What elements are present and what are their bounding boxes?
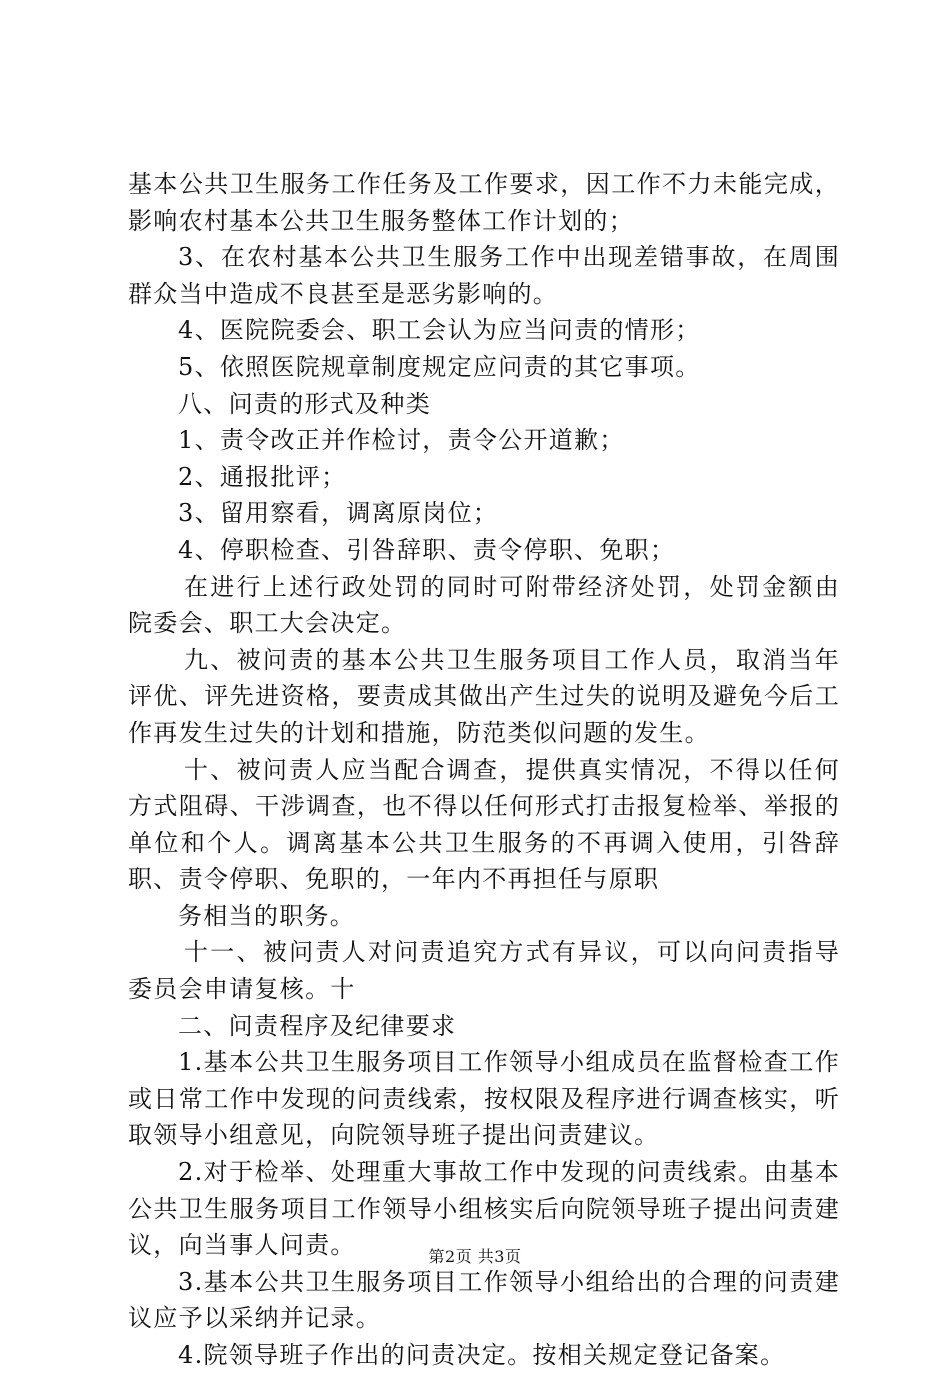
list-item: 4.院领导班子作出的问责决定。按相关规定登记备案。 <box>178 1341 786 1369</box>
page-number-footer: 第2页 共3页 <box>428 1247 522 1266</box>
paragraph: 九、被问责的基本公共卫生服务项目工作人员，取消当年评优、评先进资格，要责成其做出产生过失的说明及避免今后工作再发生过失的计划和措施，防范类似问题的发生。 <box>128 645 840 747</box>
document-body <box>128 166 840 1374</box>
list-item: 1.基本公共卫生服务项目工作领导小组成员在监督检查工作或日常工作中发现的问责线索，按权限及程序进行调查核实，听取领导小组意见，向院领导班子提出问责建议。 <box>128 1048 840 1150</box>
list-item: 2、通报批评； <box>178 462 347 491</box>
paragraph: 4、医院院委会、职工会认为应当问责的情形； <box>178 316 701 345</box>
paragraph: 基本公共卫生服务工作任务及工作要求，因工作不力未能完成，影响农村基本公共卫生服务整体工作计划的； <box>128 170 840 235</box>
section-heading: 二、问责程序及纪律要求 <box>178 1011 457 1040</box>
paragraph: 3、在农村基本公共卫生服务工作中出现差错事故，在周围群众当中造成不良甚至是恶劣影响的。 <box>128 243 840 308</box>
section-heading: 八、问责的形式及种类 <box>178 389 431 418</box>
paragraph: 十一、被问责人对问责追究方式有异议，可以向问责指导委员会申请复核。十 <box>128 938 840 1004</box>
paragraph: 十、被问责人应当配合调查，提供真实情况，不得以任何方式阻碍、干涉调查，也不得以任何形式打击报复检举、举报的单位和个人。调离基本公共卫生服务的不再调入使用，引咎辞职、责令停职、免职的，一年内不再担任与原职 <box>128 755 840 894</box>
paragraph: 5、依照医院规章制度规定应问责的其它事项。 <box>178 352 701 381</box>
paragraph: 在进行上述行政处罚的同时可附带经济处罚，处罚金额由院委会、职工大会决定。 <box>128 572 840 638</box>
list-item: 4、停职检查、引咎辞职、责令停职、免职； <box>178 535 676 564</box>
list-item: 3、留用察看，调离原岗位； <box>178 499 499 528</box>
list-item: 1、责令改正并作检讨，责令公开道歉； <box>178 426 625 455</box>
list-item: 2.对于检举、处理重大事故工作中发现的问责线索。由基本公共卫生服务项目工作领导小组核实后向院领导班子提出问责建议，向当事人问责。 <box>128 1158 840 1260</box>
list-item: 3.基本公共卫生服务项目工作领导小组给出的合理的问责建议应予以采纳并记录。 <box>128 1267 840 1333</box>
paragraph: 务相当的职务。 <box>178 901 356 930</box>
